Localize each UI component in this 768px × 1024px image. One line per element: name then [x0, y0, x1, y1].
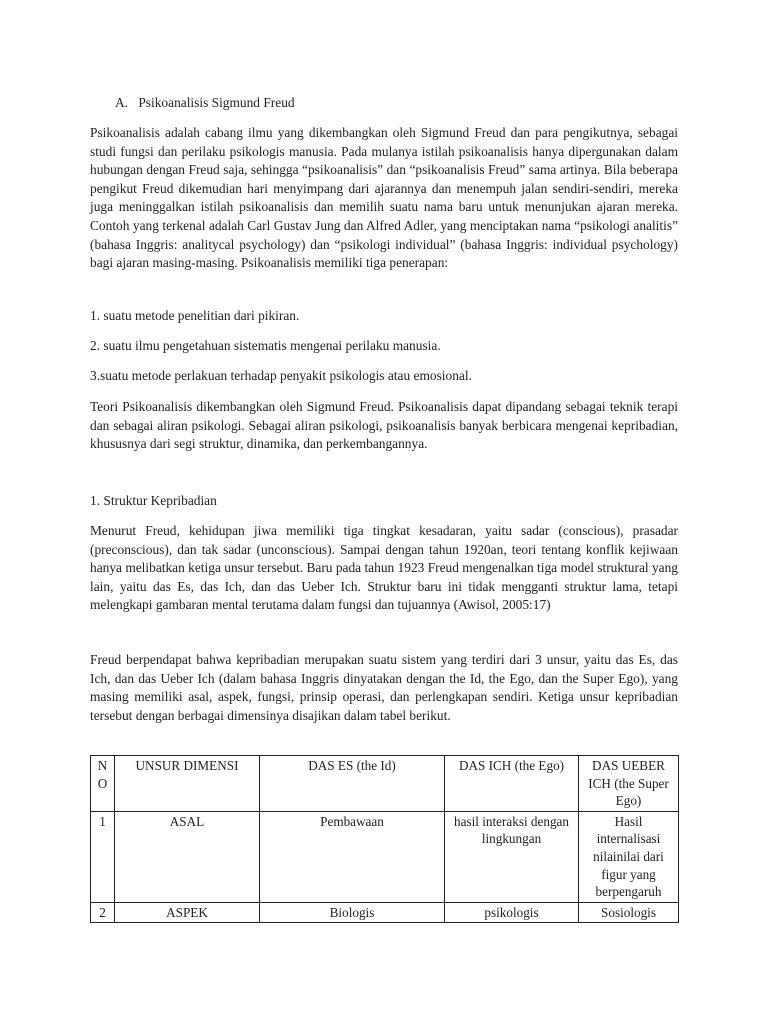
table-row	[91, 902, 679, 923]
table-cell: hasil interaksi dengan lingkungan	[445, 811, 579, 902]
subsection-heading: 1. Struktur Kepribadian	[90, 493, 217, 508]
application-item-2: 2. suatu ilmu pengetahuan sistematis mengenai perilaku manusia.	[90, 338, 441, 353]
personality-structure-table	[90, 755, 679, 923]
table-header-cell: DAS ICH (the Ego)	[445, 756, 579, 812]
application-item-3: 3.suatu metode perlakuan terhadap penyakit psikologis atau emosional.	[90, 368, 472, 383]
table-cell: 2	[91, 902, 115, 923]
table-cell: ASPEK	[115, 902, 260, 923]
table-header-cell: UNSUR DIMENSI	[115, 756, 260, 812]
table-header-cell: DAS UEBER ICH (the Super Ego)	[579, 756, 679, 812]
table-cell: Pembawaan	[260, 811, 445, 902]
personality-paragraph: Freud berpendapat bahwa kepribadian merupakan suatu sistem yang terdiri dari 3 unsur, yaitu das Es, das Ich, dan das Ueber Ich (dalam bahasa Inggris dinyatakan dengan the Id, the Ego, dan the Super Ego), yang masing memiliki asal, aspek, fungsi, prinsip operasi, dan perlengkapan sendiri. Ketiga unsur kepribadian tersebut dengan berbagai dimensinya disajikan dalam tabel berikut.	[90, 652, 678, 723]
consciousness-paragraph: Menurut Freud, kehidupan jiwa memiliki tiga tingkat kesadaran, yaitu sadar (conscious), prasadar (preconscious), dan tak sadar (unconscious). Sampai dengan tahun 1920an, teori tentang konflik kejiwaan hanya melibatkan ketiga unsur tersebut. Baru pada tahun 1923 Freud mengenalkan tiga model struktural yang lain, yaitu das Es, das Ich, dan das Ueber Ich. Struktur baru ini tidak mengganti struktur lama, tetapi melengkapi gambaran mental terutama dalam fungsi dan tujuannya (Awisol, 2005:17)	[90, 523, 678, 613]
intro-paragraph: Psikoanalisis adalah cabang ilmu yang dikembangkan oleh Sigmund Freud dan para pengikutnya, sebagai studi fungsi dan perilaku psikologis manusia. Pada mulanya istilah psikoanalisis hanya dipergunakan dalam hubungan dengan Freud saja, sehingga “psikoanalisis” dan “psikoanalisis Freud” sama artinya. Bila beberapa pengikut Freud dikemudian hari menyimpang dari ajarannya dan menempuh jalan sendiri-sendiri, mereka juga meninggalkan istilah psikoanalisis dan memilih suatu nama baru untuk menunjukan ajaran mereka. Contoh yang terkenal adalah Carl Gustav Jung dan Alfred Adler, yang menciptakan nama “psikologi analitis” (bahasa Inggris: analitycal psychology) dan “psikologi individual” (bahasa Inggris: individual psychology) bagi ajaran masing-masing. Psikoanalisis memiliki tiga penerapan:	[90, 125, 678, 271]
table-header-cell: DAS ES (the Id)	[260, 756, 445, 812]
section-heading-title: Psikoanalisis Sigmund Freud	[138, 95, 295, 110]
table-header-row	[91, 756, 679, 812]
table-cell: 1	[91, 811, 115, 902]
application-item-1: 1. suatu metode penelitian dari pikiran.	[90, 308, 300, 323]
table-cell: Biologis	[260, 902, 445, 923]
theory-paragraph: Teori Psikoanalisis dikembangkan oleh Sigmund Freud. Psikoanalisis dapat dipandang sebagai teknik terapi dan sebagai aliran psikologi. Sebagai aliran psikologi, psikoanalisis banyak berbicara mengenai kepribadian, khususnya dari segi struktur, dinamika, dan perkembangannya.	[90, 399, 678, 452]
section-heading-label: A.	[115, 95, 129, 110]
table-row	[91, 811, 679, 902]
table-cell: Sosiologis	[579, 902, 679, 923]
table-cell: ASAL	[115, 811, 260, 902]
section-heading	[115, 94, 295, 113]
table-cell: psikologis	[445, 902, 579, 923]
table-header-cell: N O	[91, 756, 115, 812]
table-cell: Hasil internalisasi nilainilai dari figur yang berpengaruh	[579, 811, 679, 902]
